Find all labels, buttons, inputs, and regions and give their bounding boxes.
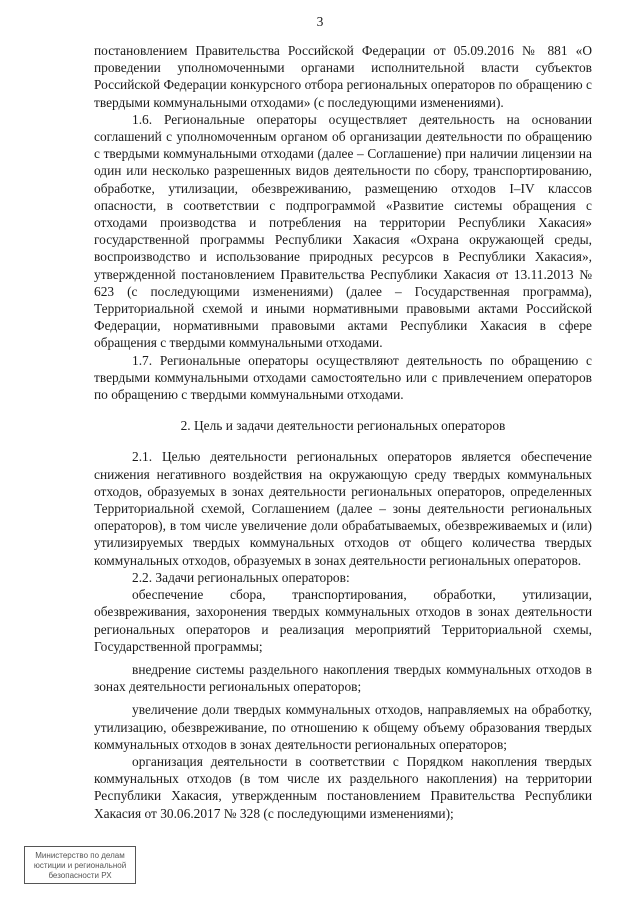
paragraph-1-5-continuation: постановлением Правительства Российской Федерации от 05.09.2016 № 881 «О проведении уполномоченными органами исполнительной власти субъектов Российской Федерации конкурсного отбора региональных операторов по обращению с твердыми коммунальными отходами» (с последующими изменениями). <box>94 43 592 110</box>
page-number: 3 <box>316 14 324 29</box>
task-item-3: увеличение доли твердых коммунальных отходов, направляемых на обработку, утилизацию, обезвреживание, по отношению к общему объему образования твердых коммунальных отходов в зонах деятельности региональных операторов; <box>94 702 592 752</box>
paragraph-1-6: 1.6. Региональные операторы осуществляет деятельность на основании соглашений с уполномоченным органом об организации деятельности по обращению с твердыми коммунальными отходами (далее – Соглашение) при наличии лицензии на один или несколько разрешенных видов деятельности по сбору, транспортированию, обработке, утилизации, обезвреживанию, размещению отходов I–IV классов опасности, в соответствии с подпрограммой «Развитие системы обращения с отходами производства и потребления на территории Республики Хакасия» государственной программы Республики Хакасия «Охрана окружающей среды, воспроизводство и использование природных ресурсов в Республики Хакасия», утвержденной постановлением Правительства Республики Хакасия от 13.11.2013 № 623 (с последующими изменениями) (далее – Государственная программа), Территориальной схемой и иными нормативными правовыми актами Российской Федерации, нормативными правовыми актами Республики Хакасия в сфере обращения с твердыми коммунальными отходами. <box>94 111 592 351</box>
paragraph-2-1: 2.1. Целью деятельности региональных операторов является обеспечение снижения негативного воздействия на окружающую среду твердых коммунальных отходов, образуемых в зонах деятельности региональных операторов, определенных Территориальной схемой, Соглашением (далее – зоны деятельности региональных операторов), в том числе увеличение доли обрабатываемых, обезвреживаемых и (или) утилизируемых твердых коммунальных отходов от общего количества твердых коммунальных отходов, образуемых в зонах деятельности региональных операторов. <box>94 449 592 568</box>
document-body <box>94 42 592 822</box>
task-item-4: организация деятельности в соответствии с Порядком накопления твердых коммунальных отходов (в том числе их раздельного накопления) на территории Республики Хакасия, утвержденным постановлением Правительства Республики Хакасия от 30.06.2017 № 328 (с последующими изменениями); <box>94 753 592 821</box>
task-item-2: внедрение системы раздельного накопления твердых коммунальных отходов в зонах деятельности региональных операторов; <box>94 661 592 695</box>
paragraph-1-7: 1.7. Региональные операторы осуществляют деятельность по обращению с твердыми коммунальными отходами самостоятельно или с привлечением операторов по обращению с твердыми коммунальными отходами. <box>94 352 592 403</box>
stamp-line-1: Министерство по делам <box>35 851 125 860</box>
registration-stamp <box>24 846 136 884</box>
task-item-1: обеспечение сбора, транспортирования, обработки, утилизации, обезвреживания, захоронения твердых коммунальных отходов в зонах деятельности региональных операторов и реализация мероприятий Территориальной схемы, Государственной программы; <box>94 587 592 654</box>
paragraph-2-2: 2.2. Задачи региональных операторов: <box>132 569 350 585</box>
stamp-line-3: безопасности РХ <box>48 871 112 880</box>
section-heading-2: 2. Цель и задачи деятельности региональных операторов <box>180 418 506 434</box>
stamp-line-2: юстиции и региональной <box>33 861 127 870</box>
